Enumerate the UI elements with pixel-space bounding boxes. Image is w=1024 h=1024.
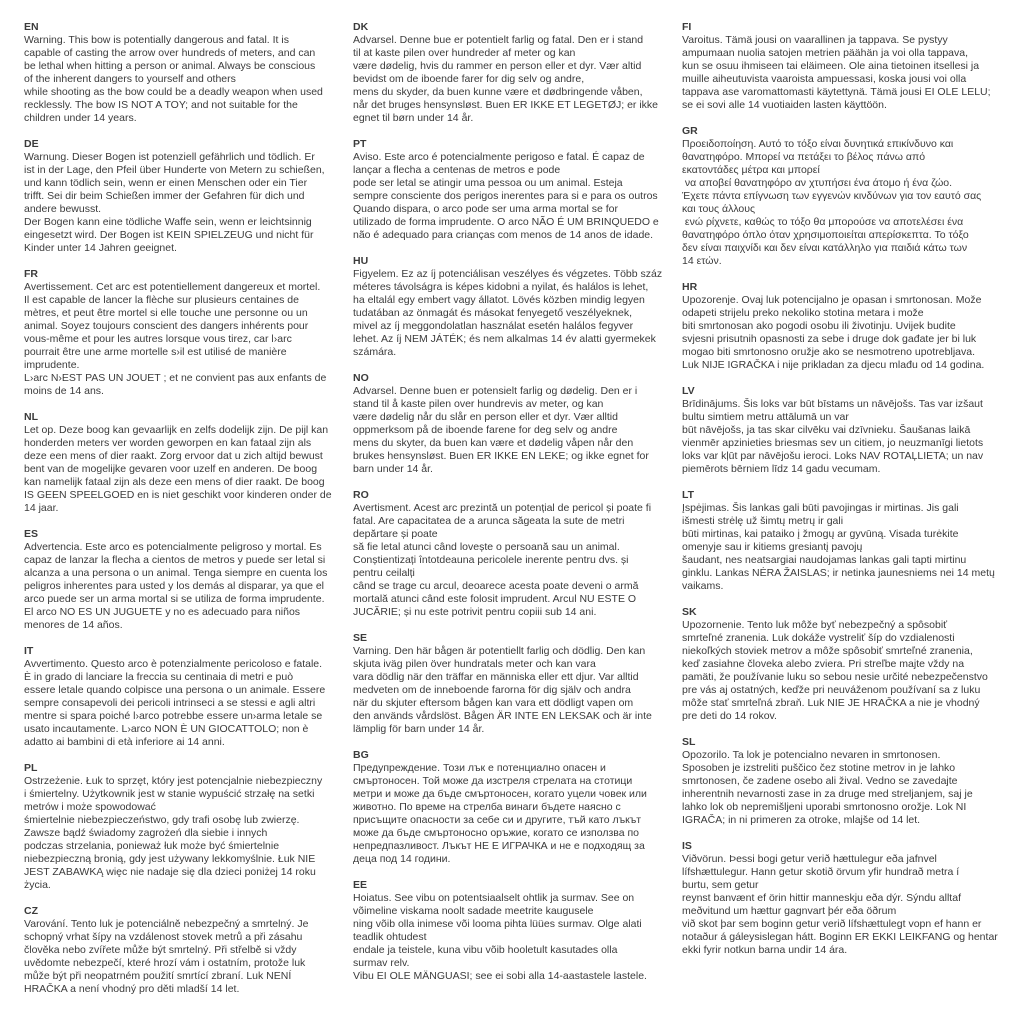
language-block-it [24, 645, 346, 749]
warning-text-line: Warnung. Dieser Bogen ist potenziell gefährlich und tödlich. Er [24, 151, 315, 163]
warning-text-line: IGRAČA; in ni primeren za otroke, mlajše od 14 let. [682, 814, 921, 826]
warning-text-line: būt nāvējošs, ja tas skar cilvēku vai dzīvnieku. Šaušanas laikā [682, 424, 971, 436]
warning-text-line: El arco NO ES UN JUGUETE y no es adecuado para niños [24, 606, 301, 618]
warning-text-line: vous-même et pour les autres lorsque vous tirez, car l›arc [24, 333, 292, 345]
warning-text-line: essere letale quando colpisce una persona o un animale. Essere [24, 684, 326, 696]
language-code-label: HU [353, 255, 369, 267]
language-block-es [24, 528, 346, 632]
warning-text-line: δεν είναι παιχνίδι και δεν είναι κατάλληλο για παιδιά κάτω των [682, 242, 968, 254]
warning-text-line: til at kaste pilen over hundreder af meter og kan [353, 47, 576, 59]
warning-text-line: vara dödlig när den träffar en människa eller ett djur. Var alltid [353, 671, 639, 683]
warning-text-line: arco puede ser un arma mortal si se utiliza de forma imprudente. [24, 593, 325, 605]
warning-text-line: ενώ ρίχνετε, καθώς το τόξο θα μπορούσε να αποτελέσει ένα [682, 216, 964, 228]
warning-text-line: odapeti strijelu preko nekoliko stotina metara i može [682, 307, 924, 319]
warning-text-line: pourrait être une arme mortelle s›il est utilisé de manière [24, 346, 287, 358]
warning-text-line: surmav relv. [353, 957, 410, 969]
warning-text-line: ha eltalál egy embert vagy állatot. Lövés közben mindig legyen [353, 294, 645, 306]
warning-text-line: ist in der Lage, den Pfeil über Hunderte von Metern zu schießen, [24, 164, 325, 176]
language-code-label: BG [353, 749, 369, 761]
warning-text-line: Opozorilo. Ta lok je potencialno nevaren in smrtonosen. [682, 749, 941, 761]
warning-text-line: να αποβεί θανατηφόρο αν χτυπήσει ένα άτομο ή ένα ζώο. [682, 177, 953, 189]
language-block-pt [353, 138, 675, 242]
warning-text-line: HRAČKA a není vhodný pro děti mladší 14 let. [24, 983, 240, 995]
language-code-label: IS [682, 840, 692, 852]
language-block-en [24, 21, 346, 125]
warning-text-line: JEST ZABAWKĄ więc nie nadaje się dla dzieci poniżej 14 roku [24, 866, 316, 878]
warning-text-line: bent van de mogelijke gevaren voor uzelf en anderen. De boog [24, 463, 318, 475]
language-code-label: SE [353, 632, 368, 644]
language-code-label: FR [24, 268, 38, 280]
warning-text-line: stand til å kaste pilen over hundrevis av meter, og kan [353, 398, 604, 410]
warning-text-line: bevidst om de iboende farer for dig selv og andre, [353, 73, 585, 85]
warning-text-line: meðvitund um hættur gagnvart þér eða öðrum [682, 905, 897, 917]
language-code-label: RO [353, 489, 369, 501]
warning-text-line: Let op. Deze boog kan gevaarlijk en zelfs dodelijk zijn. De pijl kan [24, 424, 329, 436]
warning-text-line: θανατηφόρο όπλο όταν χρησιμοποιείται απερίσκεπτα. Το τόξο [682, 229, 969, 241]
warning-text-line: και τους άλλους [682, 203, 756, 215]
warning-text-line: mens du skyder, da buen kunne være et dødbringende våben, [353, 86, 643, 98]
warning-text-line: může být při neopatrném použití smrtící zbraní. Luk NENÍ [24, 970, 292, 982]
warning-text-line: Brīdinājums. Šis loks var būt bīstams un nāvējošs. Tas var izšaut [682, 398, 983, 410]
warning-text-line: JUCĂRIE; și nu este potrivit pentru copiii sub 14 ani. [353, 606, 597, 618]
warning-text-line: Ostrzeżenie. Łuk to sprzęt, który jest potencjalnie niebezpieczny [24, 775, 323, 787]
warning-text-line: se ei sovi alle 14 vuotiaiden lasten käyttöön. [682, 99, 887, 111]
warning-text-line: uvědomte nebezpečí, které hrozí vám i ostatním, protože luk [24, 957, 306, 969]
warning-text-line: keď zasiahne človeka alebo zviera. Pri streľbe majte vždy na [682, 658, 965, 670]
warning-text-line: svjesni prisutnih opasnosti za sebe i druge dok gađate jer bi luk [682, 333, 977, 345]
warning-text-line: capaz de lanzar la flecha a cientos de metros y puede ser letal si [24, 554, 326, 566]
warning-text-line: imprudente. [24, 359, 80, 371]
warning-text-line: niebezpieczną bronią, gdy jest używany lekkomyślnie. Łuk NIE [24, 853, 316, 865]
language-block-sl [682, 736, 1004, 827]
warning-text-line: Figyelem. Ez az íj potenciálisan veszélyes és végzetes. Több száz [353, 268, 663, 280]
warning-text-line: Предупреждение. Този лък е потенциално опасен и [353, 762, 606, 774]
warning-text-line: oppmerksom på de iboende farene for deg selv og andre [353, 424, 618, 436]
language-block-no [353, 372, 675, 476]
warning-text-line: trifft. Sei dir beim Schießen immer der Gefahren für dich und [24, 190, 305, 202]
language-block-se [353, 632, 675, 736]
language-code-label: SK [682, 606, 697, 618]
warning-text-line: loks var kļūt par nāvējošu ieroci. Loks NAV ROTAĻLIETA; un nav [682, 450, 984, 462]
language-block-dk [353, 21, 675, 125]
warning-text-line: tudatában az önmagát és másokat fenyegető veszélyeknek, [353, 307, 633, 319]
warning-text-line: смъртоносен. Той може да изстреля стрелата на стотици [353, 775, 633, 787]
warning-text-line: være dødelig når du slår en person eller et dyr. Vær alltid [353, 411, 618, 423]
warning-text-line: Quando dispara, o arco pode ser uma arma mortal se for [353, 203, 618, 215]
warning-text-line: Έχετε πάντα επίγνωση των εγγενών κινδύνων για τον εαυτό σας [682, 190, 982, 202]
warning-text-line: egnet til børn under 14 år. [353, 112, 474, 124]
warning-text-line: 14 ετών. [682, 255, 722, 267]
warning-text-line: lançar a flecha a centenas de metros e pode [353, 164, 561, 176]
warning-text-line: życia. [24, 879, 51, 891]
warning-text-line: môže stať smrteľná zbraň. Luk NIE JE HRAČKA a nie je vhodný [682, 697, 980, 709]
warning-text-line: È in grado di lanciare la freccia su centinaia di metri e può [24, 671, 294, 683]
warning-text-line: méteres távolságra is képes kidobni a nyilat, és halálos is lehet, [353, 281, 649, 293]
warning-text-line: võimeline viskama noolt sadade meetrite kaugusele [353, 905, 594, 917]
language-code-label: EN [24, 21, 39, 33]
warning-text-line: Upozornenie. Tento luk môže byť nebezpečný a spôsobiť [682, 619, 948, 631]
warning-text-line: θανατηφόρο. Μπορεί να πετάξει το βέλος πάνω από [682, 151, 926, 163]
column [353, 21, 675, 1024]
language-code-label: IT [24, 645, 34, 657]
warning-text-line: animal. Soyez toujours conscient des dangers inhérents pour [24, 320, 309, 332]
language-block-hu [353, 255, 675, 359]
warning-text-line: menores de 14 años. [24, 619, 123, 631]
warning-text-line: kan namelijk fataal zijn als deze een mens of dier raakt. De boog [24, 476, 325, 488]
warning-text-line: būti mirtinas, kai pataiko į žmogų ar gyvūną. Visada turėkite [682, 528, 959, 540]
warning-text-line: skjuta iväg pilen över hundratals meter och kan vara [353, 658, 596, 670]
warning-text-line: mentre si spara poiché l›arco potrebbe essere un›arma letale se [24, 710, 323, 722]
warning-text-line: деца под 14 години. [353, 853, 451, 865]
language-code-label: FI [682, 21, 692, 33]
warning-text-line: teadlik ohtudest [353, 931, 427, 943]
language-code-label: HR [682, 281, 698, 293]
warning-text-line: Der Bogen kann eine tödliche Waffe sein, wenn er leichtsinnig [24, 216, 312, 228]
warning-text-line: εκατοντάδες μέτρα και μπορεί [682, 164, 820, 176]
warning-text-line: Advarsel. Denne buen er potensielt farlig og dødelig. Den er i [353, 385, 638, 397]
warning-text-line: pentru ceilalți [353, 567, 415, 579]
language-code-label: NO [353, 372, 369, 384]
warning-text-line: kun se osuu ihmiseen tai eläimeen. Ole aina tietoinen itsellesi ja [682, 60, 980, 72]
warning-text-line: andere bewusst. [24, 203, 102, 215]
language-block-sk [682, 606, 1004, 723]
warning-text-line: alcanza a una persona o un animal. Tenga siempre en cuenta los [24, 567, 328, 579]
language-code-label: CZ [24, 905, 38, 917]
warning-text-line: Varování. Tento luk je potenciálně nebezpečný a smrtelný. Je [24, 918, 309, 930]
warning-text-line: lehet. Az íj NEM JÁTÉK; és nem alkalmas 14 év alatti gyermekek [353, 333, 656, 345]
warning-text-line: lífshættulegur. Hann getur skotið örvum yfir hundrað metra í [682, 866, 960, 878]
warning-text-line: člověka nebo zvířete může být smrtelný. Při střelbě si vždy [24, 944, 297, 956]
language-block-hr [682, 281, 1004, 372]
warning-text-line: Varning. Den här bågen är potentiellt farlig och dödlig. Den kan [353, 645, 646, 657]
warning-text-line: i śmiertelny. Użytkownik jest w stanie wypuścić strzałę na setki [24, 788, 315, 800]
warning-text-line: be lethal when hitting a person or animal. Always be conscious [24, 60, 316, 72]
warning-text-line: peligros inherentes para usted y los demás al disparar, ya que el [24, 580, 325, 592]
language-block-cz [24, 905, 346, 996]
warning-text-line: medveten om de inneboende farorna för dig själv och andra [353, 684, 631, 696]
warning-text-line: burtu, sem getur [682, 879, 759, 891]
language-code-label: PL [24, 762, 38, 774]
warning-text-line: számára. [353, 346, 397, 358]
language-block-fi [682, 21, 1004, 112]
language-code-label: DK [353, 21, 369, 33]
warning-text-line: while shooting as the bow could be a deadly weapon when used [24, 86, 323, 98]
warning-text-line: usato incautamente. L›arco NON È UN GIOCATTOLO; non è [24, 723, 309, 735]
warning-text-line: children under 14 years. [24, 112, 137, 124]
language-block-nl [24, 411, 346, 515]
warning-text-line: ning võib olla inimese või looma pihta lüües surmav. Olge alati [353, 918, 642, 930]
warning-text-line: mens du skyter, da buen kan være et dødelig våpen når den [353, 437, 634, 449]
warning-text-line: метри и може да бъде смъртоносен, когато уцели човек или [353, 788, 647, 800]
warning-text-line: IS GEEN SPEELGOED en is niet geschikt voor kinderen onder de [24, 489, 332, 501]
warning-text-line: Il est capable de lancer la flèche sur plusieurs centaines de [24, 294, 299, 306]
warning-text-line: honderden meters ver worden geworpen en kan fataal zijn als [24, 437, 312, 449]
language-code-label: DE [24, 138, 39, 150]
warning-text-line: lämplig för barn under 14 år. [353, 723, 485, 735]
warning-text-line: Vibu EI OLE MÄNGUASI; see ei sobi alla 14-aastastele lastele. [353, 970, 647, 982]
warning-text-line: não é adequado para crianças com menos de 14 anos de idade. [353, 229, 654, 241]
warning-text-line: vaikams. [682, 580, 724, 592]
language-code-label: NL [24, 411, 38, 423]
warning-text-line: depărtare și poate [353, 528, 438, 540]
warning-text-line: inherentnih nevarnosti zase in za druge med streljanjem, saj je [682, 788, 973, 800]
warning-text-line: pamäti, že používanie luku so sebou nesie určité nebezpečenstvo [682, 671, 988, 683]
language-code-label: LT [682, 489, 695, 501]
warning-text-line: присъщите опасности за себе си и другите, тъй като лъкът [353, 814, 642, 826]
language-block-is [682, 840, 1004, 957]
warning-text-line: metrów i może spowodować [24, 801, 156, 813]
warning-text-line: sempre consciente dos perigos inerentes para si e para os outros [353, 190, 658, 202]
language-block-ro [353, 489, 675, 619]
language-block-fr [24, 268, 346, 398]
warning-text-line: vienmēr apzinieties briesmas sev un citiem, jo neuzmanīgi lietots [682, 437, 984, 449]
warning-text-line: Warning. This bow is potentially dangerous and fatal. It is [24, 34, 289, 46]
warning-text-line: ginklu. Lankas NĖRA ŽAISLAS; ir netinka jaunesniems nei 14 metų [682, 567, 995, 579]
warning-text-line: brukes hensynsløst. Buen ER IKKE EN LEKE; og ikke egnet for [353, 450, 649, 462]
language-block-bg [353, 749, 675, 866]
warning-text-line: pre vás aj ostatných, keďže pri neuváženom používaní sa z luku [682, 684, 981, 696]
warning-text-line: muille aiheutuvista vaaroista ampuessasi, koska jousi voi olla [682, 73, 967, 85]
warning-text-line: deze een mens of dier raakt. Zorg ervoor dat u zich altijd bewust [24, 450, 323, 462]
language-code-label: LV [682, 385, 695, 397]
warning-text-line: podczas strzelania, ponieważ łuk może być śmiertelnie [24, 840, 280, 852]
warning-text-line: Προειδοποίηση. Αυτό το τόξο είναι δυνητικά επικίνδυνο και [682, 138, 954, 150]
warning-text-line: L›arc N›EST PAS UN JOUET ; et ne convient pas aux enfants de [24, 372, 327, 384]
warning-text-line: reynst banvænt ef örin hittir manneskju eða dýr. Sýndu alltaf [682, 892, 961, 904]
warning-text-line: śmiertelnie niebezpieczeństwo, gdy trafi osobę lub zwierzę. [24, 814, 300, 826]
language-block-de [24, 138, 346, 255]
warning-text-line: pode ser letal se atingir uma pessoa ou um animal. Esteja [353, 177, 623, 189]
warning-text-line: capable of casting the arrow over hundreds of meters, and can [24, 47, 316, 59]
warning-text-line: Upozorenje. Ovaj luk potencijalno je opasan i smrtonosan. Može [682, 294, 982, 306]
warning-text-line: eingesetzt wird. Der Bogen ist KEIN SPIELZEUG und nicht für [24, 229, 314, 241]
language-block-ee [353, 879, 675, 983]
warning-text-line: moins de 14 ans. [24, 385, 104, 397]
warning-text-line: mortală atunci când este folosit imprudent. Arcul NU ESTE O [353, 593, 637, 605]
warning-text-line: biti smrtonosan ako pogodi osobu ili životinju. Uvijek budite [682, 320, 956, 332]
warning-text-line: niekoľkých stoviek metrov a môže spôsobiť smrteľné zranenia, [682, 645, 973, 657]
language-code-label: PT [353, 138, 367, 150]
warning-text-line: Advarsel. Denne bue er potentielt farlig og fatal. Den er i stand [353, 34, 644, 46]
language-block-pl [24, 762, 346, 892]
warning-text-line: Conștientizați întotdeauna pericolele inerente pentru dvs. și [353, 554, 629, 566]
warning-text-line: Viðvörun. Þessi bogi getur verið hættulegur eða jafnvel [682, 853, 937, 865]
warning-text-line: den används vårdslöst. Bågen ÄR INTE EN LEKSAK och är inte [353, 710, 652, 722]
warning-text-line: pre deti do 14 rokov. [682, 710, 777, 722]
warning-text-line: være dødelig, hvis du rammer en person eller et dyr. Vær altid [353, 60, 642, 72]
warning-text-line: 14 jaar. [24, 502, 59, 514]
warning-text-line: Sposoben je izstreliti puščico čez stotine metrov in je lahko [682, 762, 956, 774]
language-code-label: SL [682, 736, 696, 748]
warning-text-line: fatal. Are capacitatea de a arunca săgeata la sute de metri [353, 515, 625, 527]
warning-text-line: bultu simtiem metru attālumā un var [682, 411, 849, 423]
warning-text-line: Luk NIJE IGRAČKA i nije prikladan za djecu mlađu od 14 godina. [682, 359, 985, 371]
warning-text-line: tappava ase varomattomasti käytettynä. Tämä jousi EI OLE LELU; [682, 86, 991, 98]
warning-text-line: când se trage cu arcul, deoarece acesta poate deveni o armă [353, 580, 639, 592]
warning-text-line: omenyje sau ir kitiems gresiantį pavojų [682, 541, 863, 553]
column [24, 21, 346, 1024]
warning-text-line: schopný vrhat šípy na vzdálenost stovek metrů a při zásahu [24, 931, 303, 943]
warning-text-line: Hoiatus. See vibu on potentsiaalselt ohtlik ja surmav. See on [353, 892, 635, 904]
warning-text-line: mogao biti smrtonosno oružje ako se nesmotreno upotrebljava. [682, 346, 975, 358]
warning-text-line: să fie letal atunci când lovește o persoană sau un animal. [353, 541, 620, 553]
warning-text-line: når det bruges hensynsløst. Buen ER IKKE ET LEGETØJ; er ikke [353, 99, 659, 111]
warning-text-line: när du skjuter eftersom bågen kan vara ett dödligt vapen om [353, 697, 634, 709]
warning-text-line: við skot þar sem boginn getur verið lífshættulegt vopn ef hann er [682, 918, 982, 930]
warning-text-line: животно. По време на стрелба винаги бъдете наясно с [353, 801, 621, 813]
warning-text-line: Zawsze bądź świadomy zagrożeń dla siebie i innych [24, 827, 268, 839]
warning-text-line: of the inherent dangers to yourself and others [24, 73, 236, 85]
warning-text-line: recklessly. The bow IS NOT A TOY; and not suitable for the [24, 99, 298, 111]
warning-text-line: Varoitus. Tämä jousi on vaarallinen ja tappava. Se pystyy [682, 34, 948, 46]
warning-text-line: Įspėjimas. Šis lankas gali būti pavojingas ir mirtinas. Jis gali [682, 502, 959, 514]
language-code-label: GR [682, 125, 698, 137]
warning-text-line: sempre consapevoli dei pericoli intrinseci a se stessi e agli altri [24, 697, 316, 709]
warning-text-line: barn under 14 år. [353, 463, 433, 475]
warning-text-line: Aviso. Este arco é potencialmente perigoso e fatal. É capaz de [353, 151, 645, 163]
warning-text-line: išmesti strėlę už šimtų metrų ir gali [682, 515, 844, 527]
language-block-lt [682, 489, 1004, 593]
language-block-gr [682, 125, 1004, 268]
warning-text-line: ampumaan nuolia satojen metrien päähän ja voi olla tappava, [682, 47, 969, 59]
column [682, 21, 1004, 1024]
warning-text-line: adatto ai bambini di età inferiore ai 14 anni. [24, 736, 225, 748]
warning-text-line: und kann tödlich sein, wenn er einen Menschen oder ein Tier [24, 177, 308, 189]
warning-text-line: Avertissement. Cet arc est potentiellement dangereux et mortel. [24, 281, 321, 293]
language-code-label: ES [24, 528, 39, 540]
warning-text-line: lahko lok ob nepremišljeni uporabi smrtonosno orožje. Lok NI [682, 801, 967, 813]
warning-text-line: notaður á gáleysislegan hátt. Boginn ER EKKI LEIKFANG og hentar [682, 931, 998, 943]
warning-text-line: непредпазливост. Лъкът НЕ Е ИГРАЧКА и не е подходящ за [353, 840, 645, 852]
warning-text-line: smrteľné zranenia. Luk dokáže vystreliť šíp do vzdialenosti [682, 632, 955, 644]
warning-text-line: Kinder unter 14 Jahren geeignet. [24, 242, 177, 254]
warning-text-line: Avvertimento. Questo arco è potenzialmente pericoloso e fatale. [24, 658, 323, 670]
language-code-label: EE [353, 879, 368, 891]
warning-text-line: ekki fyrir notkun barna undir 14 ára. [682, 944, 848, 956]
warning-text-line: smrtonosen, če zadene osebo ali žival. Vedno se zavedajte [682, 775, 958, 787]
warning-text-line: Advertencia. Este arco es potencialmente peligroso y mortal. Es [24, 541, 322, 553]
warning-text-line: mivel az íj meggondolatlan használat esetén halálos fegyver [353, 320, 634, 332]
warning-text-line: може да бъде смъртоносно оръжие, когато се използва по [353, 827, 640, 839]
warning-text-line: piemērots bērniem līdz 14 gadu vecumam. [682, 463, 881, 475]
warning-text-line: šaudant, nes neatsargiai naudojamas lankas gali tapti mirtinu [682, 554, 967, 566]
warning-text-line: Avertisment. Acest arc prezintă un potențial de pericol și poate fi [353, 502, 652, 514]
language-block-lv [682, 385, 1004, 476]
warning-text-line: mètres, et peut être mortel si elle touche une personne ou un [24, 307, 308, 319]
warning-text-line: utilizado de forma imprudente. O arco NÃO É UM BRINQUEDO e [353, 216, 659, 228]
warning-text-line: endale ja teistele, kuna vibu võib hooletult kasutades olla [353, 944, 618, 956]
